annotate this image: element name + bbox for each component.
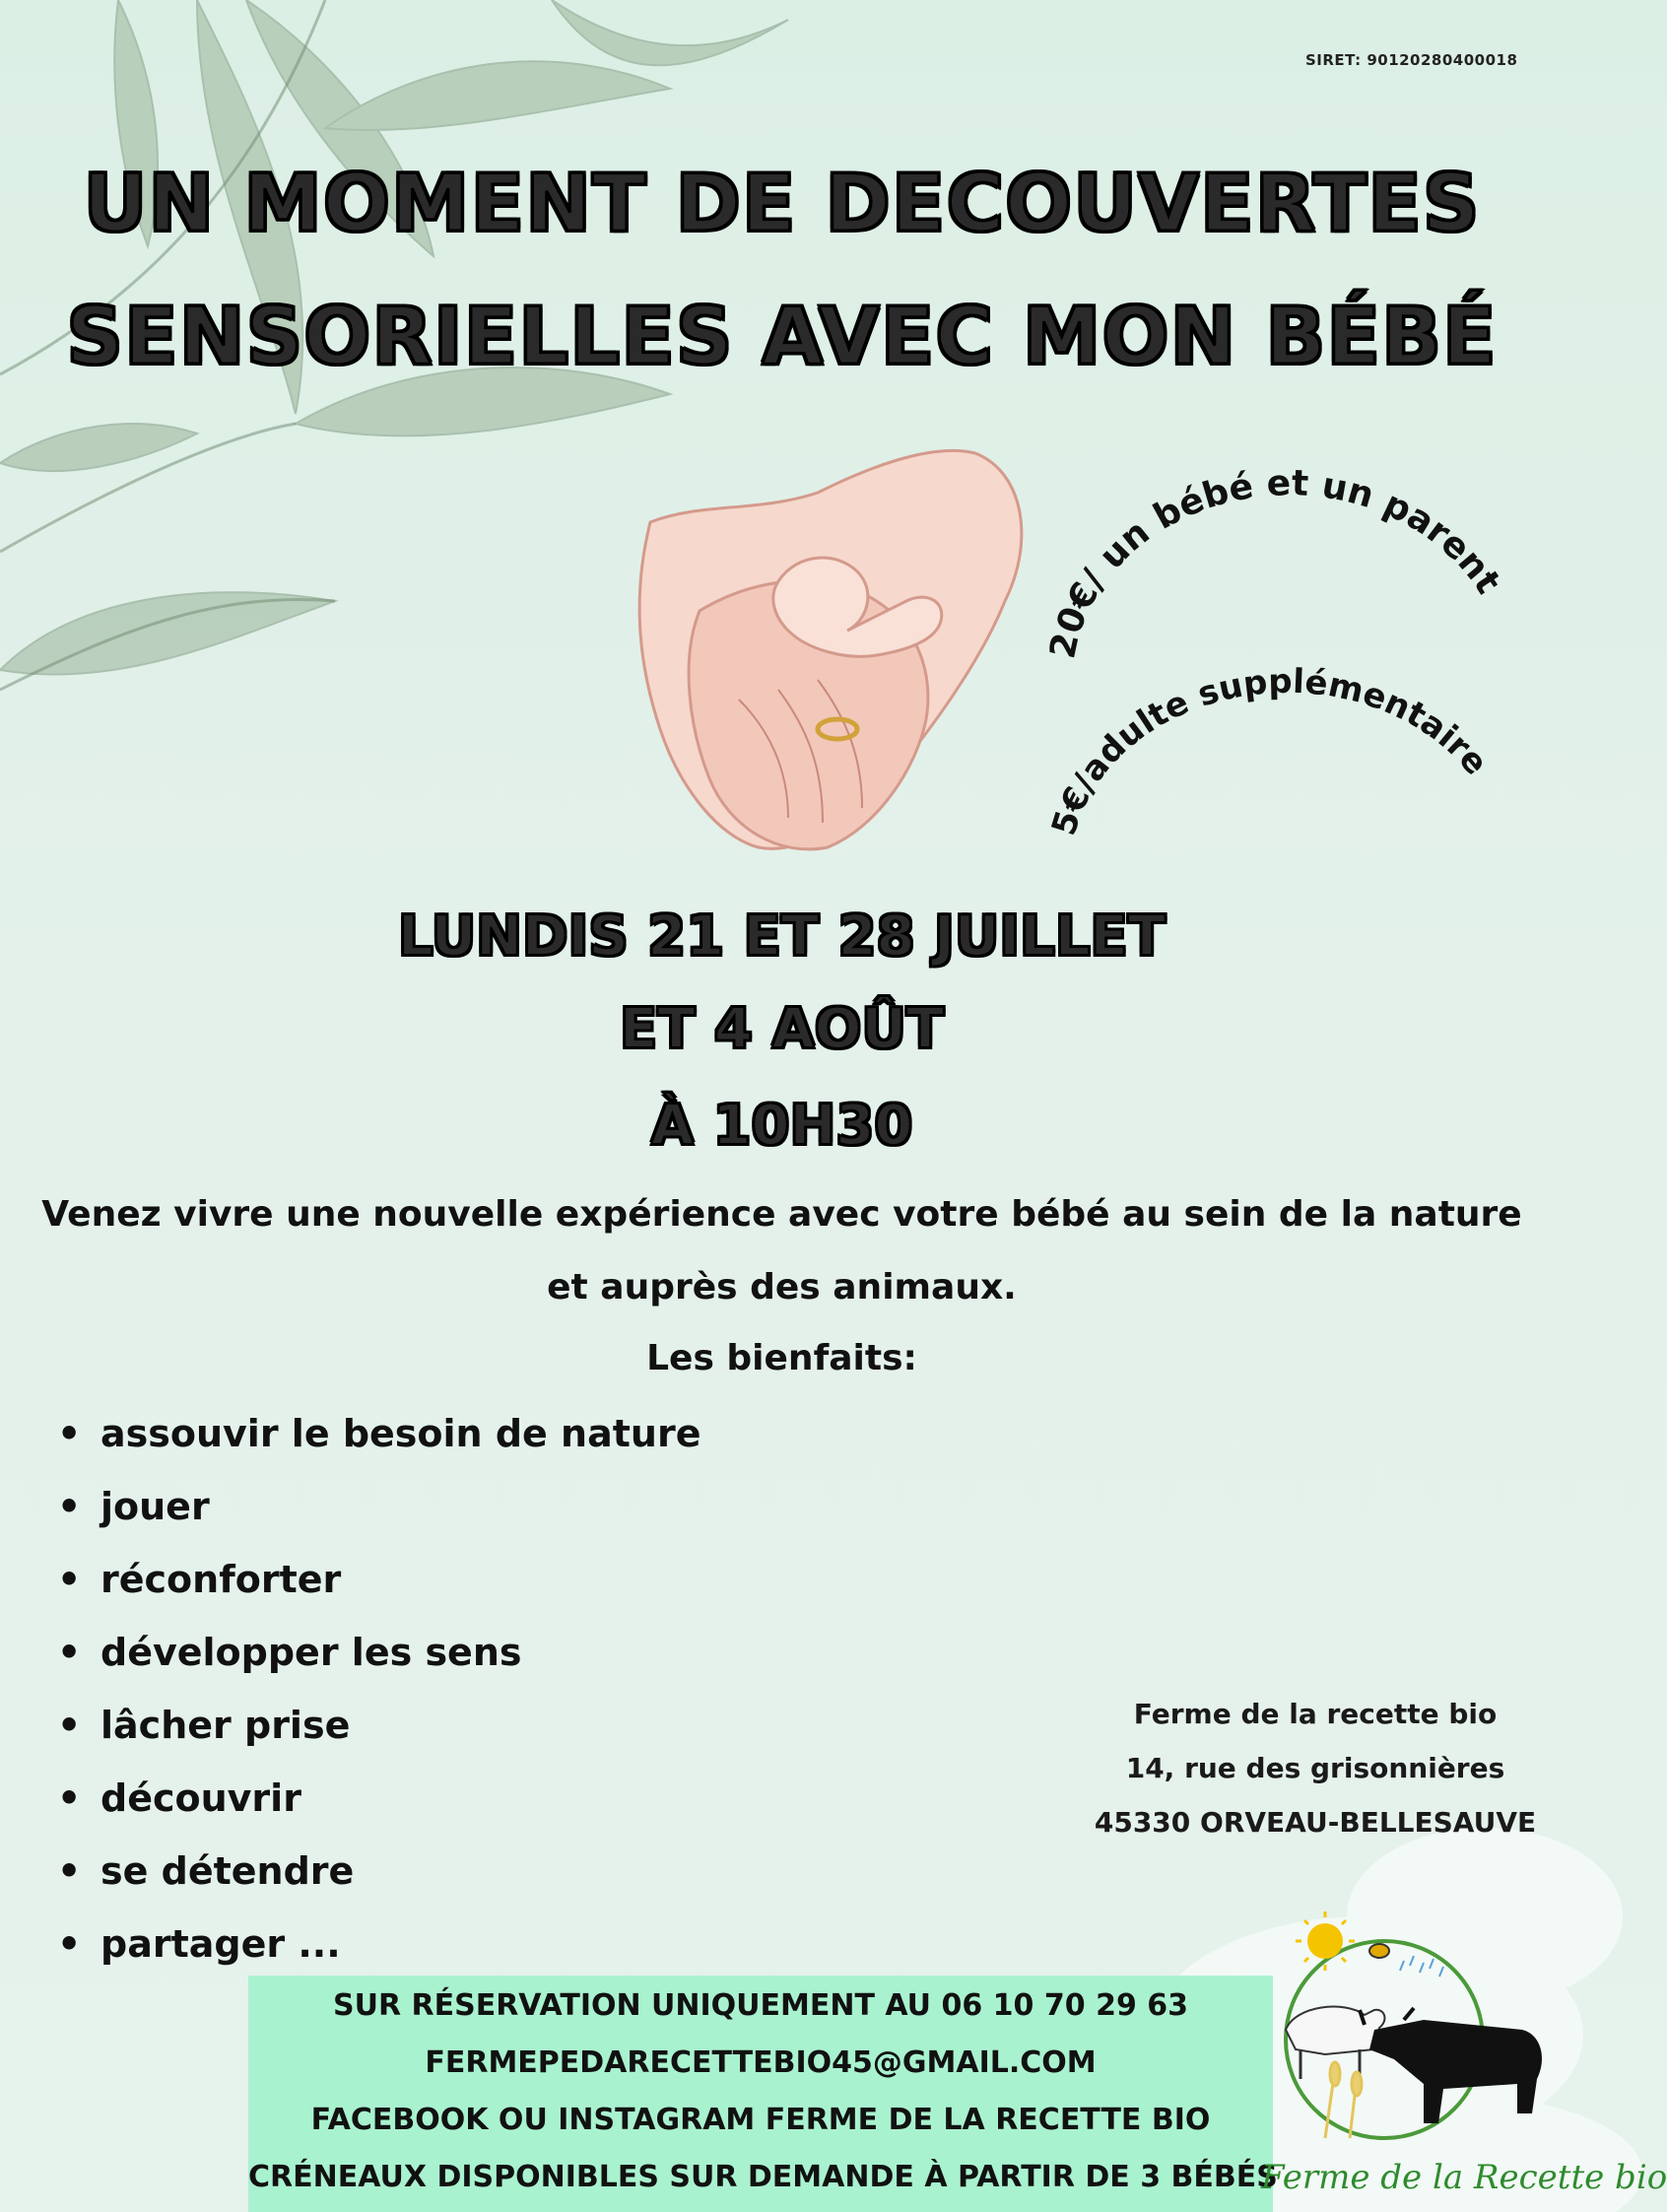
intro-text: Venez vivre une nouvelle expérience avec votre bébé au sein de la nature et auprès des animaux. [41,1194,1522,1307]
title-line-1: UN MOMENT DE DECOUVERTES [83,158,1481,249]
list-item: • développer les sens [49,1616,700,1689]
list-item: • réconforter [49,1543,700,1616]
list-item: • assouvir le besoin de nature [49,1397,700,1470]
booking-social: FACEBOOK OU INSTAGRAM FERME DE LA RECETTE BIO [310,2103,1211,2137]
price-extra: 5€/adulte supplémentaire [1043,661,1496,840]
booking-slots: CRÉNEAUX DISPONIBLES SUR DEMANDE À PARTIR DE 3 BÉBÉS [248,2160,1278,2194]
booking-email: FERMEPEDARECETTEBIO45@GMAIL.COM [425,2045,1097,2080]
address-street: 14, rue des grisonnières [1125,1752,1505,1784]
cow-icon [1360,2008,1542,2123]
list-item: • jouer [49,1470,700,1543]
address-name: Ferme de la recette bio [1133,1698,1498,1730]
list-item: • se détendre [49,1835,700,1908]
wheat-icon [1325,2062,1362,2138]
list-item: • découvrir [49,1762,700,1835]
list-item: • partager ... [49,1908,700,1980]
farm-logo [1266,1902,1562,2168]
hands-illustration [611,434,1044,887]
price-main: 20€/ un bébé et un parent [1042,463,1508,662]
rain-icon [1400,1956,1443,1977]
benefits-title: Les bienfaits: [646,1338,917,1378]
title-line-2: SENSORIELLES AVEC MON BÉBÉ [66,291,1498,382]
siret-number: SIRET: 90120280400018 [1305,51,1518,69]
date-line-2: ET 4 AOÛT [619,997,945,1061]
prices-curved [1015,463,1547,877]
address-city: 45330 ORVEAU-BELLESAUVE [1094,1806,1537,1839]
address-block [1084,1687,1547,1849]
booking-phone: SUR RÉSERVATION UNIQUEMENT AU 06 10 70 29 63 [332,1988,1189,2023]
list-item: • lâcher prise [49,1689,700,1762]
bee-icon [1369,1944,1389,1958]
logo-text: Ferme de la Recette bio [1261,2158,1667,2197]
date-line-3: À 10H30 [650,1094,913,1158]
benefits-list [49,1397,700,1980]
booking-panel [248,1976,1278,2212]
date-line-1: LUNDIS 21 ET 28 JUILLET [398,905,1166,969]
